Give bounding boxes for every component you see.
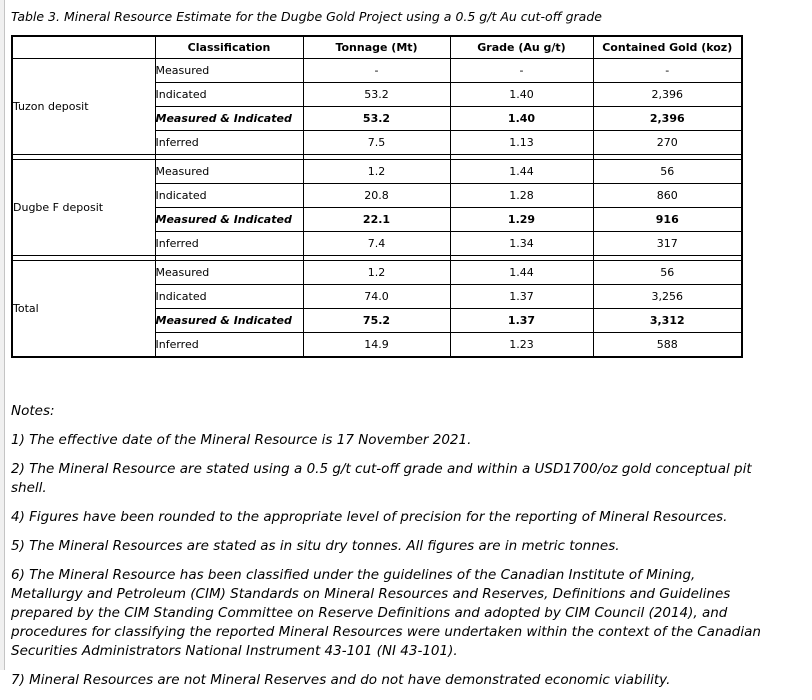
classification-cell: Measured & Indicated (155, 309, 303, 333)
gold-cell: 588 (593, 333, 742, 358)
tonnage-cell: 1.2 (303, 261, 450, 285)
header-tonnage: Tonnage (Mt) (303, 36, 450, 59)
deposit-name-total: Total (12, 261, 155, 358)
grade-cell: 1.37 (450, 309, 593, 333)
tonnage-cell: 7.4 (303, 232, 450, 256)
mineral-resource-table (11, 35, 743, 358)
grade-cell: 1.34 (450, 232, 593, 256)
tonnage-cell: 74.0 (303, 285, 450, 309)
gold-cell: 56 (593, 160, 742, 184)
classification-cell: Indicated (155, 83, 303, 107)
gold-cell: 2,396 (593, 107, 742, 131)
deposit-name-tuzon: Tuzon deposit (12, 59, 155, 155)
tonnage-cell: 7.5 (303, 131, 450, 155)
grade-cell: 1.23 (450, 333, 593, 358)
tonnage-cell: 53.2 (303, 83, 450, 107)
classification-cell: Indicated (155, 285, 303, 309)
notes-heading: Notes: (11, 403, 55, 419)
section-dugbe-f (12, 160, 742, 256)
note-item-7: 7) Mineral Resources are not Mineral Reserves and do not have demonstrated economic viability. (11, 672, 671, 688)
classification-cell: Inferred (155, 131, 303, 155)
section-tuzon (12, 59, 742, 155)
left-edge-gutter (0, 0, 5, 670)
gold-cell: 56 (593, 261, 742, 285)
tonnage-cell: 75.2 (303, 309, 450, 333)
classification-cell: Inferred (155, 232, 303, 256)
grade-cell: 1.28 (450, 184, 593, 208)
classification-cell: Inferred (155, 333, 303, 358)
grade-cell: 1.40 (450, 83, 593, 107)
tonnage-cell: 22.1 (303, 208, 450, 232)
gold-cell: 916 (593, 208, 742, 232)
header-empty-cell (12, 36, 155, 59)
classification-cell: Measured (155, 261, 303, 285)
header-classification: Classification (155, 36, 303, 59)
table-caption: Table 3. Mineral Resource Estimate for the Dugbe Gold Project using a 0.5 g/t Au cut-off grade (11, 9, 602, 24)
note-item-6: 6) The Mineral Resource has been classified under the guidelines of the Canadian Institute of Mining, Metallurgy and Petroleum (CIM) Standards on Mineral Resources and Reserves, Definitions and Guidelines prepared by the CIM Standing Committee on Reserve Definitions and adopted by CIM Council (2014), and procedures for classifying the reported Mineral Resources were undertaken within the context of the Canadian Securities Administrators National Instrument 43-101 (NI 43-101). (11, 567, 761, 659)
table-row (12, 59, 742, 83)
header-grade: Grade (Au g/t) (450, 36, 593, 59)
header-row (12, 36, 742, 59)
grade-cell: 1.13 (450, 131, 593, 155)
gold-cell: 3,312 (593, 309, 742, 333)
tonnage-cell: - (303, 59, 450, 83)
tonnage-cell: 14.9 (303, 333, 450, 358)
grade-cell: 1.40 (450, 107, 593, 131)
note-item-2: 2) The Mineral Resource are stated using a 0.5 g/t cut-off grade and within a USD1700/oz gold conceptual pit shell. (11, 461, 752, 496)
grade-cell: 1.44 (450, 160, 593, 184)
classification-cell: Measured & Indicated (155, 107, 303, 131)
tonnage-cell: 20.8 (303, 184, 450, 208)
note-item-5: 5) The Mineral Resources are stated as in situ dry tonnes. All figures are in metric tonnes. (11, 538, 620, 554)
grade-cell: - (450, 59, 593, 83)
gold-cell: 860 (593, 184, 742, 208)
header-contained-gold: Contained Gold (koz) (593, 36, 742, 59)
table-row (12, 160, 742, 184)
note-item-4: 4) Figures have been rounded to the appropriate level of precision for the reporting of Mineral Resources. (11, 509, 728, 525)
gold-cell: 317 (593, 232, 742, 256)
gold-cell: 270 (593, 131, 742, 155)
document-page (11, 8, 801, 700)
tonnage-cell: 53.2 (303, 107, 450, 131)
gold-cell: 2,396 (593, 83, 742, 107)
deposit-name-dugbe-f: Dugbe F deposit (12, 160, 155, 256)
classification-cell: Measured & Indicated (155, 208, 303, 232)
grade-cell: 1.37 (450, 285, 593, 309)
classification-cell: Measured (155, 160, 303, 184)
grade-cell: 1.29 (450, 208, 593, 232)
section-total (12, 261, 742, 358)
classification-cell: Indicated (155, 184, 303, 208)
gold-cell: 3,256 (593, 285, 742, 309)
tonnage-cell: 1.2 (303, 160, 450, 184)
classification-cell: Measured (155, 59, 303, 83)
notes-section (11, 402, 761, 690)
table-row (12, 261, 742, 285)
gold-cell: - (593, 59, 742, 83)
note-item-1: 1) The effective date of the Mineral Resource is 17 November 2021. (11, 432, 472, 448)
grade-cell: 1.44 (450, 261, 593, 285)
